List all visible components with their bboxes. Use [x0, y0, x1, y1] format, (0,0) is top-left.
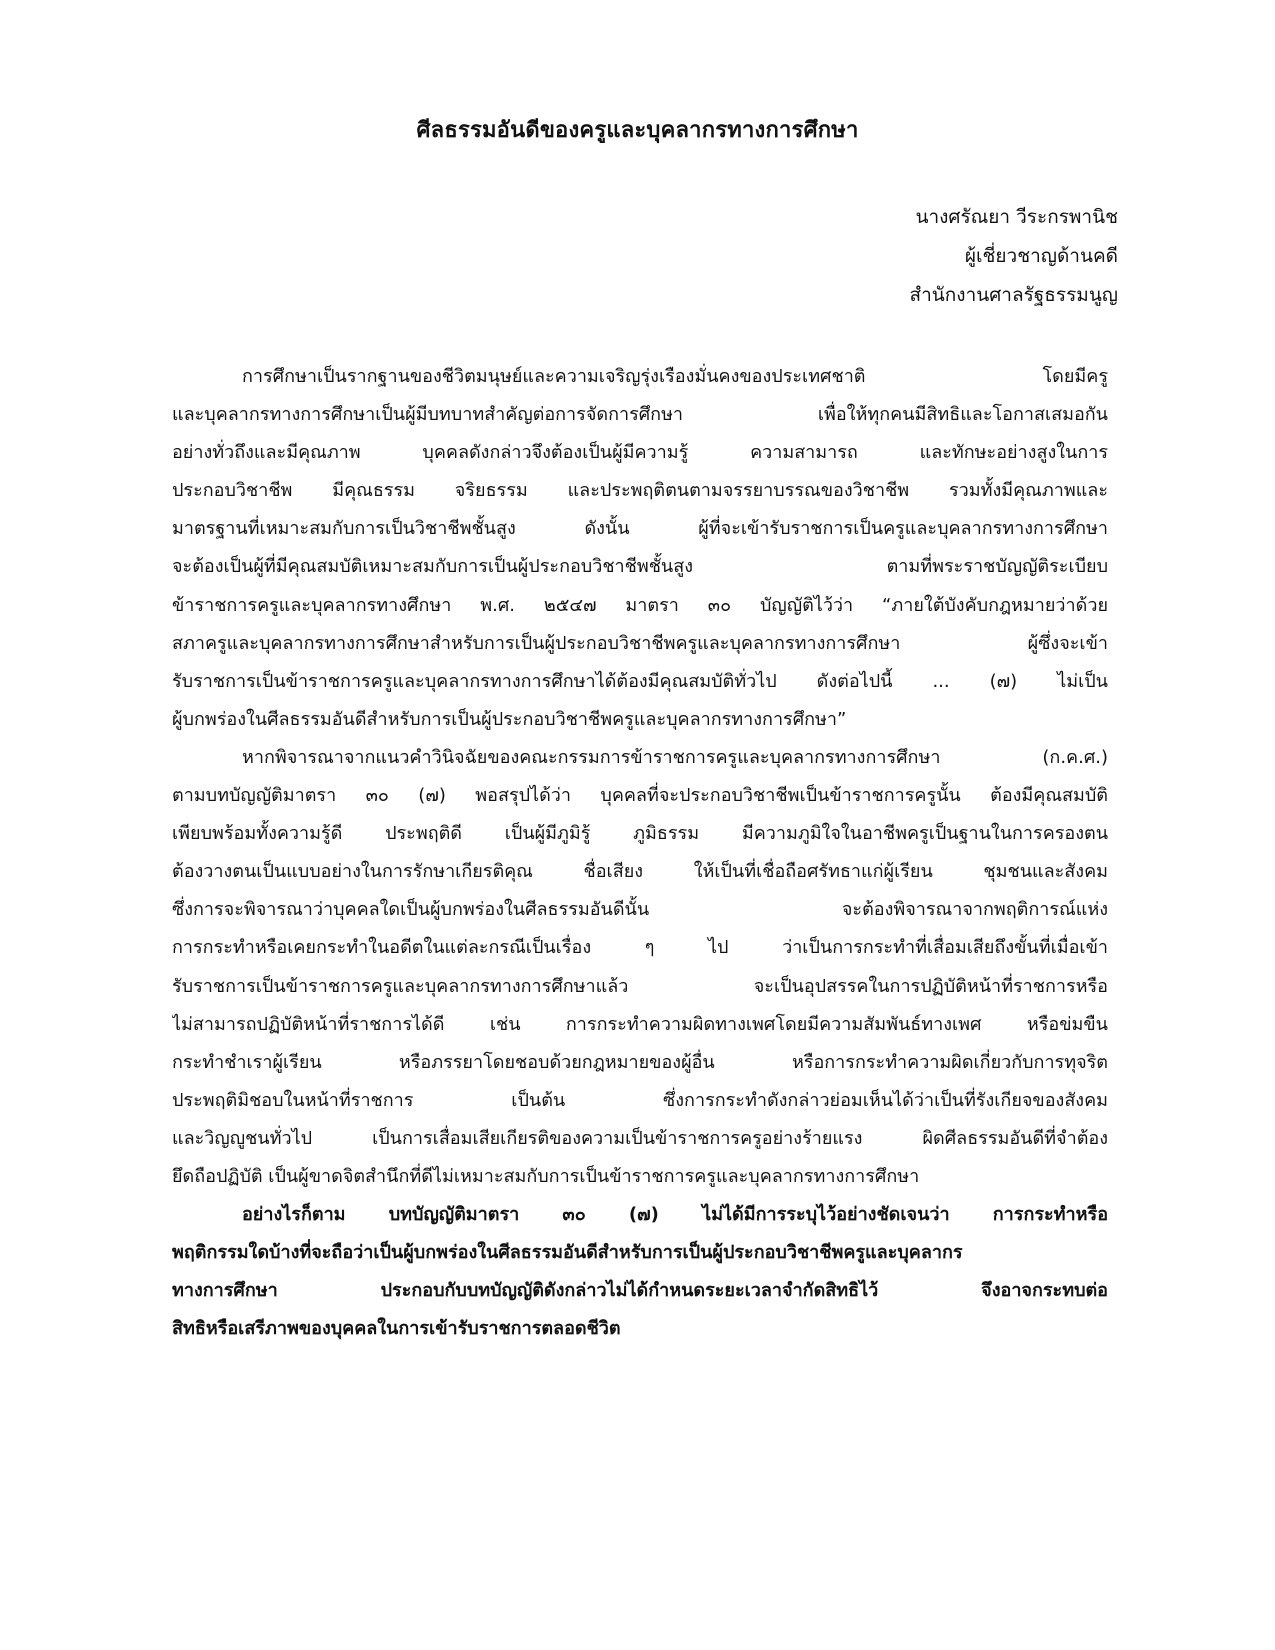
- text-line: ประกอบวิชาชีพ มีคุณธรรม จริยธรรม และประพฤติตนตามจรรยาบรรณของวิชาชีพ รวมทั้งมีคุณภาพและ: [172, 480, 1108, 502]
- text-line: ยึดถือปฏิบัติ เป็นผู้ขาดจิตสำนึกที่ดีไม่เหมาะสมกับการเป็นข้าราชการครูและบุคลากรทางการศึกษา: [172, 1165, 920, 1187]
- text-line: อย่างไรก็ตาม บทบัญญัติมาตรา ๓๐ (๗) ไม่ได้มีการระบุไว้อย่างชัดเจนว่า การกระทำหรือ: [242, 1204, 1108, 1226]
- text-line: เพียบพร้อมทั้งความรู้ดี ประพฤติดี เป็นผู้มีภูมิรู้ ภูมิธรรม มีความภูมิใจในอาชีพครูเป็นฐานในการครองตน: [172, 823, 1108, 845]
- text-line: มาตรฐานที่เหมาะสมกับการเป็นวิชาชีพชั้นสูง ดังนั้น ผู้ที่จะเข้ารับราชการเป็นครูและบุคลากรทางการศึกษา: [172, 518, 1108, 540]
- text-line: รับราชการเป็นข้าราชการครูและบุคลากรทางการศึกษาแล้ว จะเป็นอุปสรรคในการปฏิบัติหน้าที่ราชการหรือ: [172, 975, 1108, 997]
- paragraph-2: [172, 739, 1108, 1196]
- author-name: นางศรัณยา วีระกรพานิช: [915, 206, 1118, 228]
- paragraph-3: [172, 1196, 1108, 1348]
- text-line: กระทำชำเราผู้เรียน หรือภรรยาโดยชอบด้วยกฎหมายของผู้อื่น หรือการกระทำความผิดเกี่ยวกับการทุจริต: [172, 1051, 1108, 1073]
- text-line: หากพิจารณาจากแนวคำวินิจฉัยของคณะกรรมการข้าราชการครูและบุคลากรทางการศึกษา (ก.ค.ศ.): [242, 746, 1108, 768]
- text-line: ประพฤติมิชอบในหน้าที่ราชการ เป็นต้น ซึ่งการกระทำดังกล่าวย่อมเห็นได้ว่าเป็นที่รังเกียจของสังคม: [172, 1089, 1108, 1111]
- text-line: ซึ่งการจะพิจารณาว่าบุคคลใดเป็นผู้บกพร่องในศีลธรรมอันดีนั้น จะต้องพิจารณาจากพฤติการณ์แห่ง: [172, 899, 1108, 921]
- text-line: พฤติกรรมใดบ้างที่จะถือว่าเป็นผู้บกพร่องในศีลธรรมอันดีสำหรับการเป็นผู้ประกอบวิชาชีพครูและบุคลากร: [172, 1242, 963, 1264]
- author-position: ผู้เชี่ยวชาญด้านคดี: [964, 245, 1118, 267]
- document-title: ศีลธรรมอันดีของครูและบุคลากรทางการศึกษา: [416, 118, 859, 143]
- text-line: ไม่สามารถปฏิบัติหน้าที่ราชการได้ดี เช่น การกระทำความผิดทางเพศโดยมีความสัมพันธ์ทางเพศ หรือข่มขืน: [172, 1013, 1108, 1035]
- text-line: และบุคลากรทางการศึกษาเป็นผู้มีบทบาทสำคัญต่อการจัดการศึกษา เพื่อให้ทุกคนมีสิทธิและโอกาสเสมอกัน: [172, 404, 1108, 426]
- text-line: รับราชการเป็นข้าราชการครูและบุคลากรทางการศึกษาได้ต้องมีคุณสมบัติทั่วไป ดังต่อไปนี้ ... (๗) ไม่เป็น: [172, 670, 1108, 692]
- author-block: [910, 198, 1118, 315]
- text-line: อย่างทั่วถึงและมีคุณภาพ บุคคลดังกล่าวจึงต้องเป็นผู้มีความรู้ ความสามารถ และทักษะอย่างสูงในการ: [172, 442, 1108, 464]
- text-line: จะต้องเป็นผู้ที่มีคุณสมบัติเหมาะสมกับการเป็นผู้ประกอบวิชาชีพชั้นสูง ตามที่พระราชบัญญัติระเบียบ: [172, 556, 1108, 578]
- document-body: [172, 358, 1108, 1348]
- text-line: สภาครูและบุคลากรทางการศึกษาสำหรับการเป็นผู้ประกอบวิชาชีพครูและบุคลากรทางการศึกษา ผู้ซึ่งจะเข้า: [172, 632, 1108, 654]
- author-organization: สำนักงานศาลรัฐธรรมนูญ: [909, 284, 1118, 306]
- text-line: การศึกษาเป็นรากฐานของชีวิตมนุษย์และความเจริญรุ่งเรืองมั่นคงของประเทศชาติ โดยมีครู: [242, 366, 1108, 387]
- text-line: ข้าราชการครูและบุคลากรทางศึกษา พ.ศ. ๒๕๔๗ มาตรา ๓๐ บัญญัติไว้ว่า “ภายใต้บังคับกฎหมายว่าด้วย: [172, 594, 1108, 616]
- text-line: สิทธิหรือเสรีภาพของบุคคลในการเข้ารับราชการตลอดชีวิต: [172, 1318, 621, 1340]
- text-line: ต้องวางตนเป็นแบบอย่างในการรักษาเกียรติคุณ ชื่อเสียง ให้เป็นที่เชื่อถือศรัทธาแก่ผู้เรียน ชุมชนและสังคม: [172, 861, 1108, 883]
- text-line: ทางการศึกษา ประกอบกับบทบัญญัติดังกล่าวไม่ได้กำหนดระยะเวลาจำกัดสิทธิไว้ จึงอาจกระทบต่อ: [172, 1280, 1108, 1302]
- text-line: ตามบทบัญญัติมาตรา ๓๐ (๗) พอสรุปได้ว่า บุคคลที่จะประกอบวิชาชีพเป็นข้าราชการครูนั้น ต้องมีคุณสมบัติ: [172, 785, 1108, 807]
- text-line: ผู้บกพร่องในศีลธรรมอันดีสำหรับการเป็นผู้ประกอบวิชาชีพครูและบุคลากรทางการศึกษา”: [172, 708, 847, 730]
- text-line: และวิญญูชนทั่วไป เป็นการเสื่อมเสียเกียรติของความเป็นข้าราชการครูอย่างร้ายแรง ผิดศีลธรรมอันดีที่จำต้อง: [172, 1127, 1108, 1149]
- text-line: การกระทำหรือเคยกระทำในอดีตในแต่ละกรณีเป็นเรื่อง ๆ ไป ว่าเป็นการกระทำที่เสื่อมเสียถึงขั้นที่เมื่อเข้า: [172, 937, 1108, 959]
- paragraph-1: [172, 358, 1108, 739]
